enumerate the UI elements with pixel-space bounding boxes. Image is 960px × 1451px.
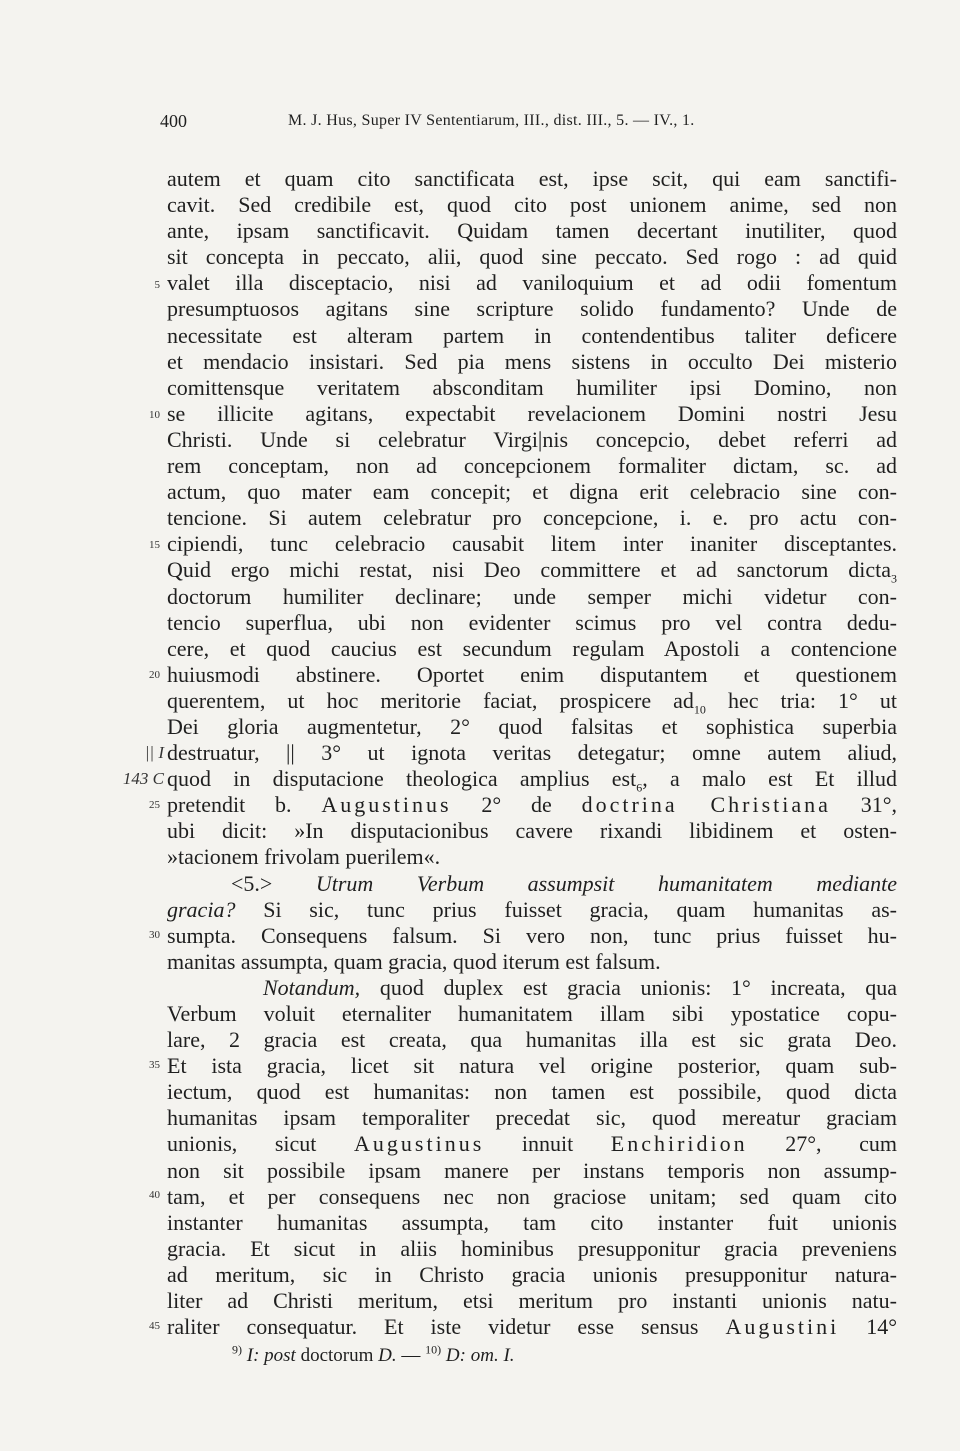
text-line: actum, quo mater eam concepit; et digna erit celebracio sine con- — [167, 479, 897, 505]
footnote-ref: 3 — [891, 571, 897, 586]
text-line: humanitas ipsam temporaliter precedat sic, quod mereatur graciam — [167, 1105, 897, 1131]
text-line: tencione. Si autem celebratur pro concepcione, i. e. pro actu con- — [167, 505, 897, 531]
text-line: sumpta. Consequens falsum. Si vero non, tunc prius fuisset hu- — [167, 922, 897, 948]
text-line: ante, ipsam sanctificavit. Quidam tamen decertant inutiliter, quod — [167, 218, 897, 244]
margin-line-number: 5 — [154, 279, 160, 291]
text-line: Dei gloria augmentetur, 2° quod falsitas et sophistica superbia — [167, 713, 897, 739]
text-line — [167, 792, 897, 818]
question-title: Utrum Verbum assumpsit humanitatem mediante — [315, 870, 898, 896]
footnote-siglum: D. — [378, 1345, 397, 1366]
footnote-marker: 10) — [425, 1342, 442, 1357]
footnote-siglum: D: — [445, 1345, 466, 1366]
question-heading — [167, 871, 897, 897]
margin-line-number: 35 — [149, 1059, 160, 1071]
text-line: iectum, quod est humanitas: non tamen est possibile, quod dicta — [167, 1079, 897, 1105]
text-fragment: Si sic, tunc prius fuisset gracia, quam humanitas as- — [235, 896, 897, 922]
text-fragment: quod duplex est gracia unionis: 1° increata, qua — [360, 974, 897, 1000]
text-line: cere, et quod caucius est secundum regulam Apostoli a contencione — [167, 635, 897, 661]
page-number: 400 — [160, 111, 187, 131]
author-name: Augustinus — [321, 792, 452, 818]
text-fragment: unionis, sicut — [167, 1131, 317, 1157]
text-fragment: hec tria: 1° ut — [705, 687, 897, 713]
text-fragment: pretendit b. — [167, 792, 292, 818]
page-header — [160, 106, 920, 136]
text-line — [167, 975, 897, 1001]
text-fragment: Quid ergo michi restat, nisi Deo committere et ad sanctorum dicta — [167, 557, 891, 583]
text-fragment: raliter consequatur. Et iste videtur esse sensus — [167, 1314, 699, 1340]
text-line — [167, 1314, 897, 1340]
margin-line-number: 40 — [149, 1189, 160, 1201]
footnote-siglum: I: — [246, 1345, 260, 1366]
text-line: instanter humanitas assumpta, tam cito instanter fuit unionis — [167, 1209, 897, 1235]
text-line: sit concepta in peccato, alii, quod sine peccato. Sed rogo : ad quid — [167, 244, 897, 270]
text-line — [167, 557, 897, 586]
footnote-separator: — — [401, 1345, 421, 1366]
text-fragment: quod in disputacione theologica amplius est — [167, 766, 637, 792]
emphasis: Notandum, — [263, 974, 361, 1000]
footnote-text: post — [264, 1345, 296, 1366]
margin-line-number: 45 — [149, 1320, 160, 1332]
question-title: gracia? — [167, 896, 236, 922]
text-fragment: 31°, — [830, 792, 898, 818]
text-line: cavit. Sed credibile est, quod cito post unionem anime, sed non — [167, 192, 897, 218]
footnote-ref: 10 — [693, 702, 706, 717]
text-line: Et ista gracia, licet sit natura vel origine posterior, quam sub- — [167, 1053, 897, 1079]
text-fragment: 2° de — [451, 792, 582, 818]
footnote-text: doctorum — [300, 1345, 374, 1366]
text-fragment: 27°, cum — [747, 1131, 897, 1157]
margin-line-number: 20 — [149, 669, 160, 681]
text-line: valet illa disceptacio, nisi ad vaniloquium et ad odii fomentum — [167, 270, 897, 296]
text-fragment: querentem, ut hoc meritorie faciat, prospicere ad — [167, 687, 694, 713]
text-fragment: 14° — [839, 1314, 898, 1340]
text-line: gracia. Et sicut in aliis hominibus presupponitur gracia preveniens — [167, 1235, 897, 1261]
author-name: Augustini — [725, 1314, 840, 1340]
text-line: et mendacio insistari. Sed pia mens sistens in occulto Dei misterio — [167, 348, 897, 374]
text-line: rem conceptam, non ad concepcionem formaliter dictam, sc. ad — [167, 453, 897, 479]
text-line: autem et quam cito sanctificata est, ipse scit, qui eam sanctifi- — [167, 166, 897, 191]
text-line: huiusmodi abstinere. Oportet enim disputantem et questionem — [167, 661, 897, 687]
running-title: M. J. Hus, Super IV Sententiarum, III., dist. III., 5. — IV., 1. — [288, 112, 695, 129]
question-number: <5.> — [231, 870, 273, 896]
text-line — [167, 687, 897, 717]
margin-line-number: 25 — [149, 799, 160, 811]
margin-siglum: || I — [144, 743, 164, 762]
text-line: lare, 2 gracia est creata, qua humanitas illa est sic grata Deo. — [167, 1027, 897, 1053]
footnote-marker: 9) — [232, 1342, 242, 1357]
text-line: se illicite agitans, expectabit revelacionem Domini nostri Jesu — [167, 400, 897, 426]
text-line: Christi. Unde si celebratur Virgi|nis concepcio, debet referri ad — [167, 426, 897, 452]
footnote-ref: 6 — [636, 780, 643, 795]
footnotes — [232, 1342, 515, 1370]
text-line: non sit possibile ipsam manere per instans temporis non assump- — [167, 1157, 897, 1183]
text-fragment: , a malo est Et illud — [642, 766, 897, 792]
margin-line-number: 15 — [149, 539, 160, 551]
footnote-siglum: I. — [503, 1345, 515, 1366]
text-line: tam, et per consequens nec non graciose unitam; sed quam cito — [167, 1183, 897, 1209]
text-line — [167, 897, 897, 923]
text-line: doctorum humiliter declinare; unde semper michi videtur con- — [167, 583, 897, 609]
margin-line-number: 30 — [149, 929, 160, 941]
text-line: tencio superflua, ubi non evidenter scimus pro vel contra dedu- — [167, 609, 897, 635]
text-line — [167, 1131, 897, 1157]
work-title: Enchiridion — [610, 1131, 748, 1157]
text-line: comittensque veritatem absconditam humiliter ipsi Domino, non — [167, 374, 897, 400]
text-line: cipiendi, tunc celebracio causabit litem inter inaniter disceptantes. — [167, 531, 897, 557]
text-line: manitas assumpta, quam gracia, quod iterum est falsum. — [167, 948, 661, 974]
text-line: ad meritum, sic in Christo gracia unionis presupponitur natura- — [167, 1261, 897, 1287]
text-line: necessitate est alteram partem in contendentibus taliter deficere — [167, 322, 897, 348]
author-name: Augustinus — [354, 1131, 485, 1157]
text-line: Verbum voluit eternaliter humanitatem illam sibi ypostatice copu- — [167, 1001, 897, 1026]
footnote-text: om. — [470, 1345, 499, 1366]
text-line — [167, 766, 897, 795]
main-text — [167, 166, 897, 1340]
margin-line-number: 10 — [149, 409, 160, 421]
text-line: destruatur, || 3° ut ignota veritas detegatur; omne autem aliud, — [167, 740, 897, 766]
text-line: presumptuosos agitans sine scripture solido fundamento? Unde de — [167, 296, 897, 322]
text-line: »tacionem frivolam puerilem«. — [167, 844, 441, 870]
text-line: liter ad Christi meritum, etsi meritum pro instanti unionis natu- — [167, 1288, 897, 1314]
margin-siglum: 143 C — [122, 769, 164, 788]
text-line: ubi dicit: »In disputacionibus cavere rixandi libidinem et osten- — [167, 818, 897, 844]
text-fragment: innuit — [484, 1131, 611, 1157]
work-title: doctrina Christiana — [581, 792, 831, 818]
